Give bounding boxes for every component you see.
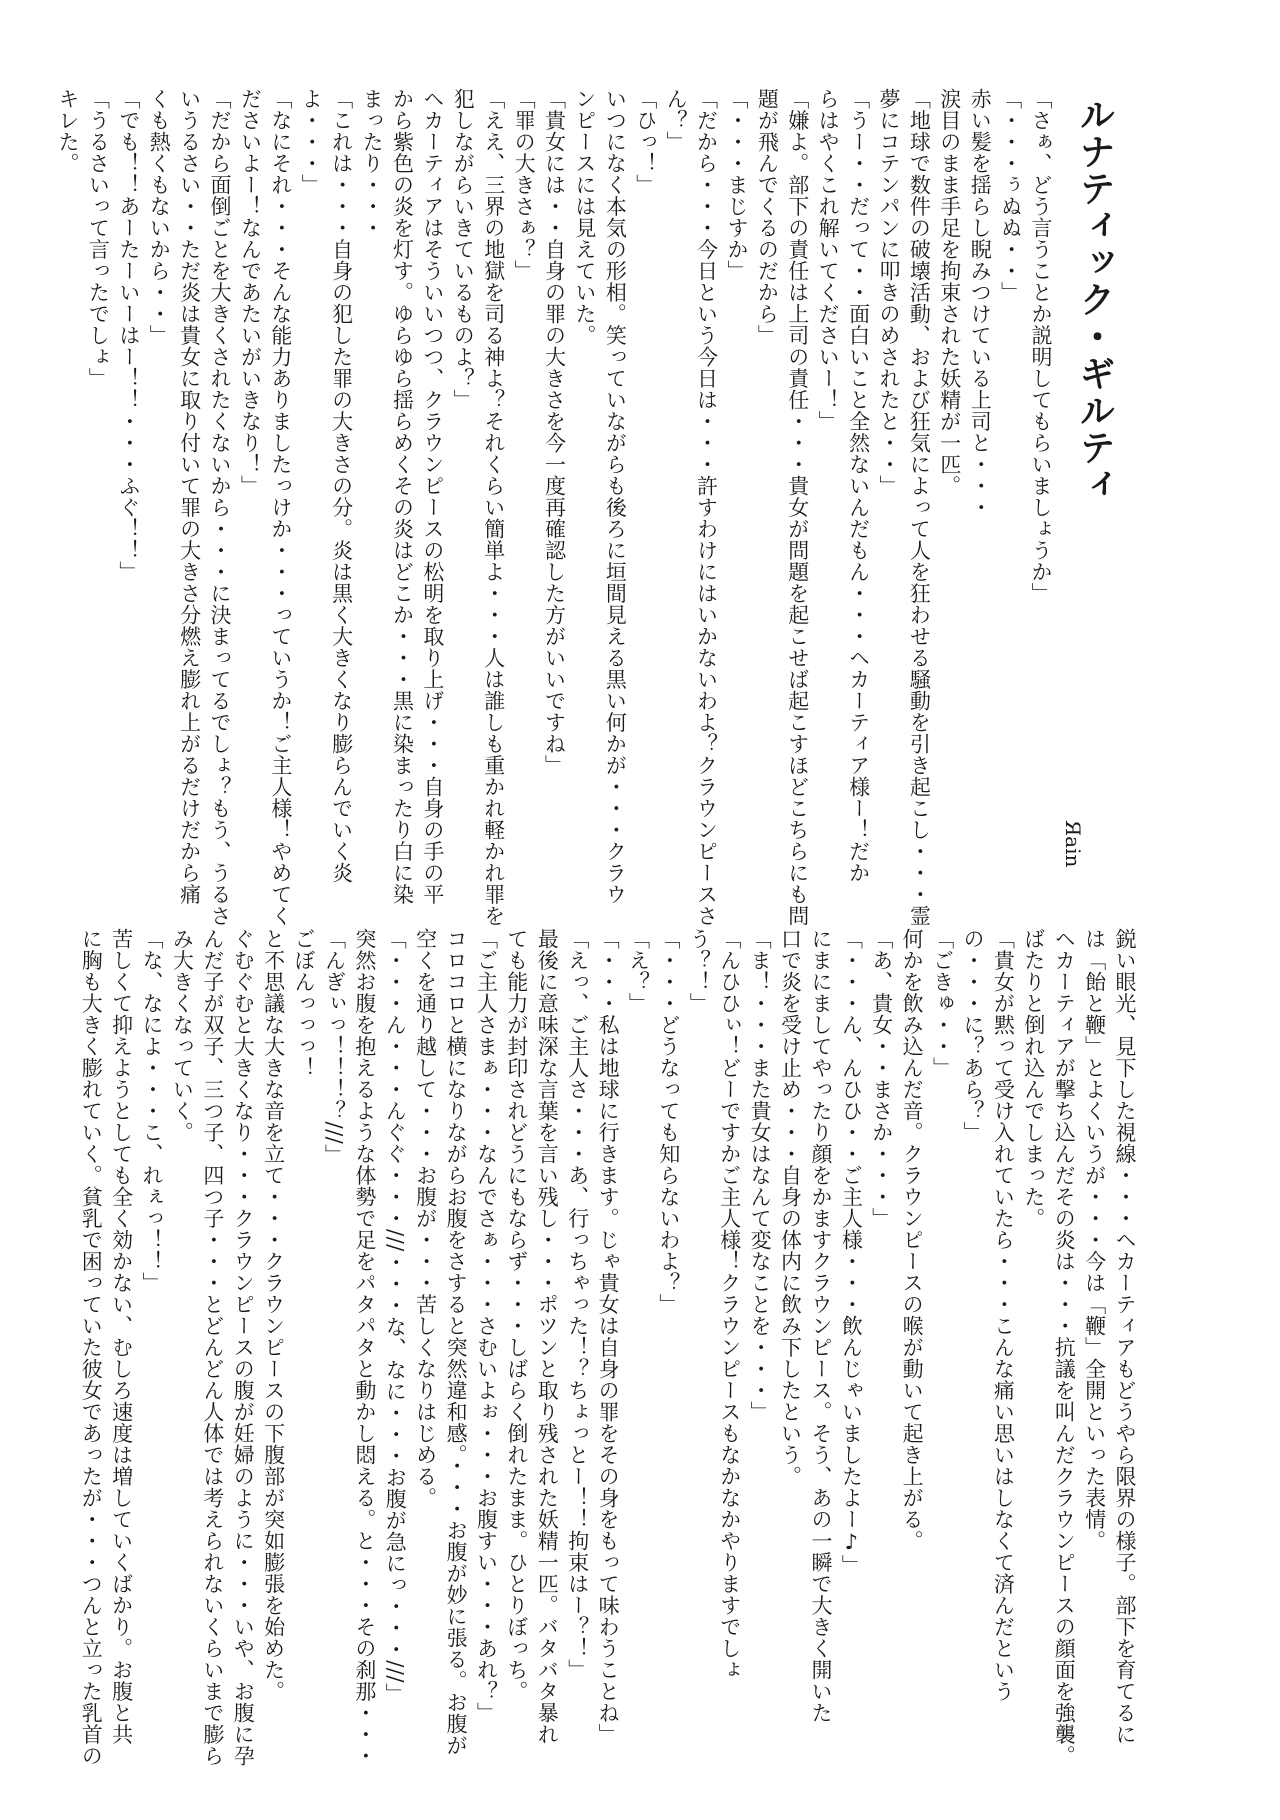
story-title: ルナティック・ギルティ — [1074, 96, 1115, 503]
text-line: 苦しくて抑えようとしても全く効かない、むしろ速度は増していくばかり。お腹と共 — [109, 928, 134, 1745]
text-line: と不思議な大きな音を立て・・・クラウンピースの下腹部が突如膨張を始めた。 — [261, 928, 286, 1702]
text-line: 「ごきゅ・・」 — [930, 928, 955, 1079]
text-line: らはやくこれ解いてくださいー！」 — [816, 88, 841, 432]
text-line: 「うー・・だって・・面白いこと全然ないんだもん・・・ヘカーティア様ー！だか — [846, 88, 871, 884]
text-line: 鋭い眼光、見下した視線・・・ヘカーティアもどうやら限界の様子。部下を育てるに — [1113, 928, 1137, 1745]
text-line: 最後に意味深な言葉を言い残し・・・ポツンと取り残された妖精一匹。バタバタ暴れ — [535, 928, 560, 1745]
text-line: 「な、なによ・・・こ、れぇっ！！」 — [140, 928, 164, 1294]
text-line: ん？」 — [664, 88, 689, 153]
text-line: 空くを通り越して・・・お腹が・・・苦しくなりはじめる。 — [413, 928, 438, 1509]
text-line: ても能力が封印されどうにもならず・・・しばらく倒れたまま。ひとりぼっち。 — [504, 928, 529, 1702]
text-line: 「うるさいって言ったでしょ」 — [86, 88, 111, 389]
text-line: 「え？」 — [626, 928, 651, 1014]
text-line: う？！」 — [687, 928, 712, 1014]
text-line: に胸も大きく膨れていく。貧乳で困っていた彼女であったが・・・つんと立った乳首の — [79, 928, 104, 1767]
text-line: いつになく本気の形相。笑っていながらも後ろに垣間見える黒い何かが・・・クラウ — [603, 88, 628, 905]
text-line: まったり・・・ — [360, 88, 385, 239]
text-line: み大きくなっていく。 — [170, 928, 195, 1143]
text-line: ヘカーティアが撃ち込んだその炎は・・・抗議を叫んだクラウンピースの顔面を強襲。 — [1052, 928, 1077, 1767]
text-line: 夢にコテンパンに叩きのめされたと・・」 — [876, 88, 901, 497]
text-line: 涙目のまま手足を拘束された妖精が一匹。 — [937, 88, 962, 497]
text-line: 犯しながらいきているものよ？」 — [451, 88, 476, 411]
text-line: 「あ、貴女・・まさか・・・」 — [869, 928, 894, 1229]
text-line: ださいよー！なんであたいがいきなり！」 — [238, 88, 263, 497]
text-line: 「だから・・・今日という今日は・・・許すわけにはいかないわよ？クラウンピースさ — [694, 88, 719, 927]
text-line: 「これは・・・自身の犯した罪の大きさの分。炎は黒く大きくなり膨らんでいく炎 — [329, 88, 354, 884]
text-line: 「ご主人さまぁ・・・なんでさぁ・・・さむいよぉ・・・お腹すい・・・あれ？」 — [474, 928, 499, 1724]
text-line: 「地球で数件の破壊活動、および狂気によって人を狂わせる騒動を引き起こし・・・霊 — [907, 88, 932, 927]
text-line: 「だから面倒ごとを大きくされたくないから・・・に決まってるでしょ？もう、うるさ — [208, 88, 233, 927]
text-line: は「飴と鞭」とよくいうが・・・今は「鞭」全開といった表情。 — [1082, 928, 1107, 1552]
author-name: Яain — [1061, 820, 1085, 868]
text-line: いうるさい・・ただ炎は貴女に取り付いて罪の大きさ分燃え膨れ上がるだけだから痛 — [177, 88, 202, 905]
text-line: ぐむぐむと大きくなり・・・クラウンピースの腹が妊婦のように・・・いや、お腹に孕 — [231, 928, 256, 1767]
text-column-top — [56, 88, 1056, 927]
text-line: 「ええ、三界の地獄を司る神よ？それくらい簡単よ・・・人は誰しも重かれ軽かれ罪を — [481, 88, 506, 927]
text-line: から紫色の炎を灯す。ゆらゆら揺らめくその炎はどこか・・・黒に染まったり白に染 — [390, 88, 415, 905]
text-line: 口で炎を受け止め・・・自身の体内に飲み下したという。 — [778, 928, 803, 1487]
text-line: くも熱くもないから・・」 — [147, 88, 172, 346]
text-line: 「貴女には・・自身の罪の大きさを今一度再確認した方がいいですね」 — [542, 88, 567, 776]
text-line: 「・・・ん、んひひ・・ご主人様・・・飲んじゃいましたよー♪」 — [839, 928, 864, 1576]
text-line: 「でも！！あーたーいーはー！！・・・ふぐ！！」 — [116, 88, 141, 583]
text-line: 「・・・ぅぬぬ・・」 — [998, 88, 1023, 303]
text-line: ごぼんっっっ！ — [292, 928, 317, 1079]
text-line: コロコロと横になりながらお腹をさすると突然違和感。・・・お腹が妙に張る。お腹が — [444, 928, 469, 1756]
text-line: 「なにそれ・・・そんな能力ありましたっけか・・・っていうか！ご主人様！やめてく — [268, 88, 293, 927]
text-line: 「・・・ん・・・んぐぐ・・・///・・・な、なに・・・お腹が急にっ・・・///」 — [383, 928, 408, 1705]
text-line: 「ひっ！」 — [633, 88, 658, 196]
text-line: ヘカーティアはそういいつつ、クラウンピースの松明を取り上げ・・・自身の手の平 — [420, 88, 445, 905]
text-line: キレた。 — [56, 88, 80, 174]
text-line: 「・・・どうなっても知らないわよ？」 — [656, 928, 681, 1315]
text-line: 「・・・私は地球に行きます。じゃ貴女は自身の罪をその身をもって味わうことね」 — [596, 928, 621, 1745]
text-line: 「さぁ、どう言うことか説明してもらいましょうか」 — [1029, 88, 1053, 604]
text-line: 題が飛んでくるのだから」 — [755, 88, 780, 346]
text-line: 「えっ、ご主人さ・・・あ、行っちゃった！？ちょっとー！！拘束はー？！」 — [565, 928, 590, 1681]
text-line: 突然お腹を抱えるような体勢で足をパタパタと動かし悶える。と・・・その刹那・・・ — [352, 928, 377, 1767]
text-line: 「・・・まじすか」 — [724, 88, 749, 282]
text-line: ばたりと倒れ込んでしまった。 — [1021, 928, 1046, 1229]
text-line: 「嫌よ。部下の責任は上司の責任・・・貴女が問題を起こせば起こすほどこちらにも問 — [785, 88, 810, 927]
text-line: 何かを飲み込んだ音。クラウンピースの喉が動いて起き上がる。 — [900, 928, 925, 1552]
text-line: んだ子が双子、三つ子、四つ子・・・とどんどん人体では考えられないくらいまで膨ら — [200, 928, 225, 1767]
text-line: 「んぎぃっ！！！？///」 — [322, 928, 347, 1166]
text-line: 「貴女が黙って受け入れていたら・・・こんな痛い思いはしなくて済んだという — [991, 928, 1016, 1702]
text-line: 「ま！・・・また貴女はなんて変なことを・・・」 — [748, 928, 773, 1423]
text-line: ンピースには見えていた。 — [572, 88, 597, 346]
text-line: よ・・・」 — [299, 88, 324, 196]
text-line: の・・・に？あら？」 — [960, 928, 985, 1143]
text-column-bottom — [79, 928, 1140, 1767]
text-line: にまにましてやったり顔をかますクラウンピース。そう、あの一瞬で大きく開いた — [808, 928, 833, 1724]
text-line: 「罪の大きさぁ？」 — [512, 88, 537, 282]
text-line: 「んひひぃ！どーですかご主人様！クラウンピースもなかなかやりますでしょ — [717, 928, 742, 1681]
text-line: 赤い髪を揺らし睨みつけている上司と・・・ — [968, 88, 993, 518]
